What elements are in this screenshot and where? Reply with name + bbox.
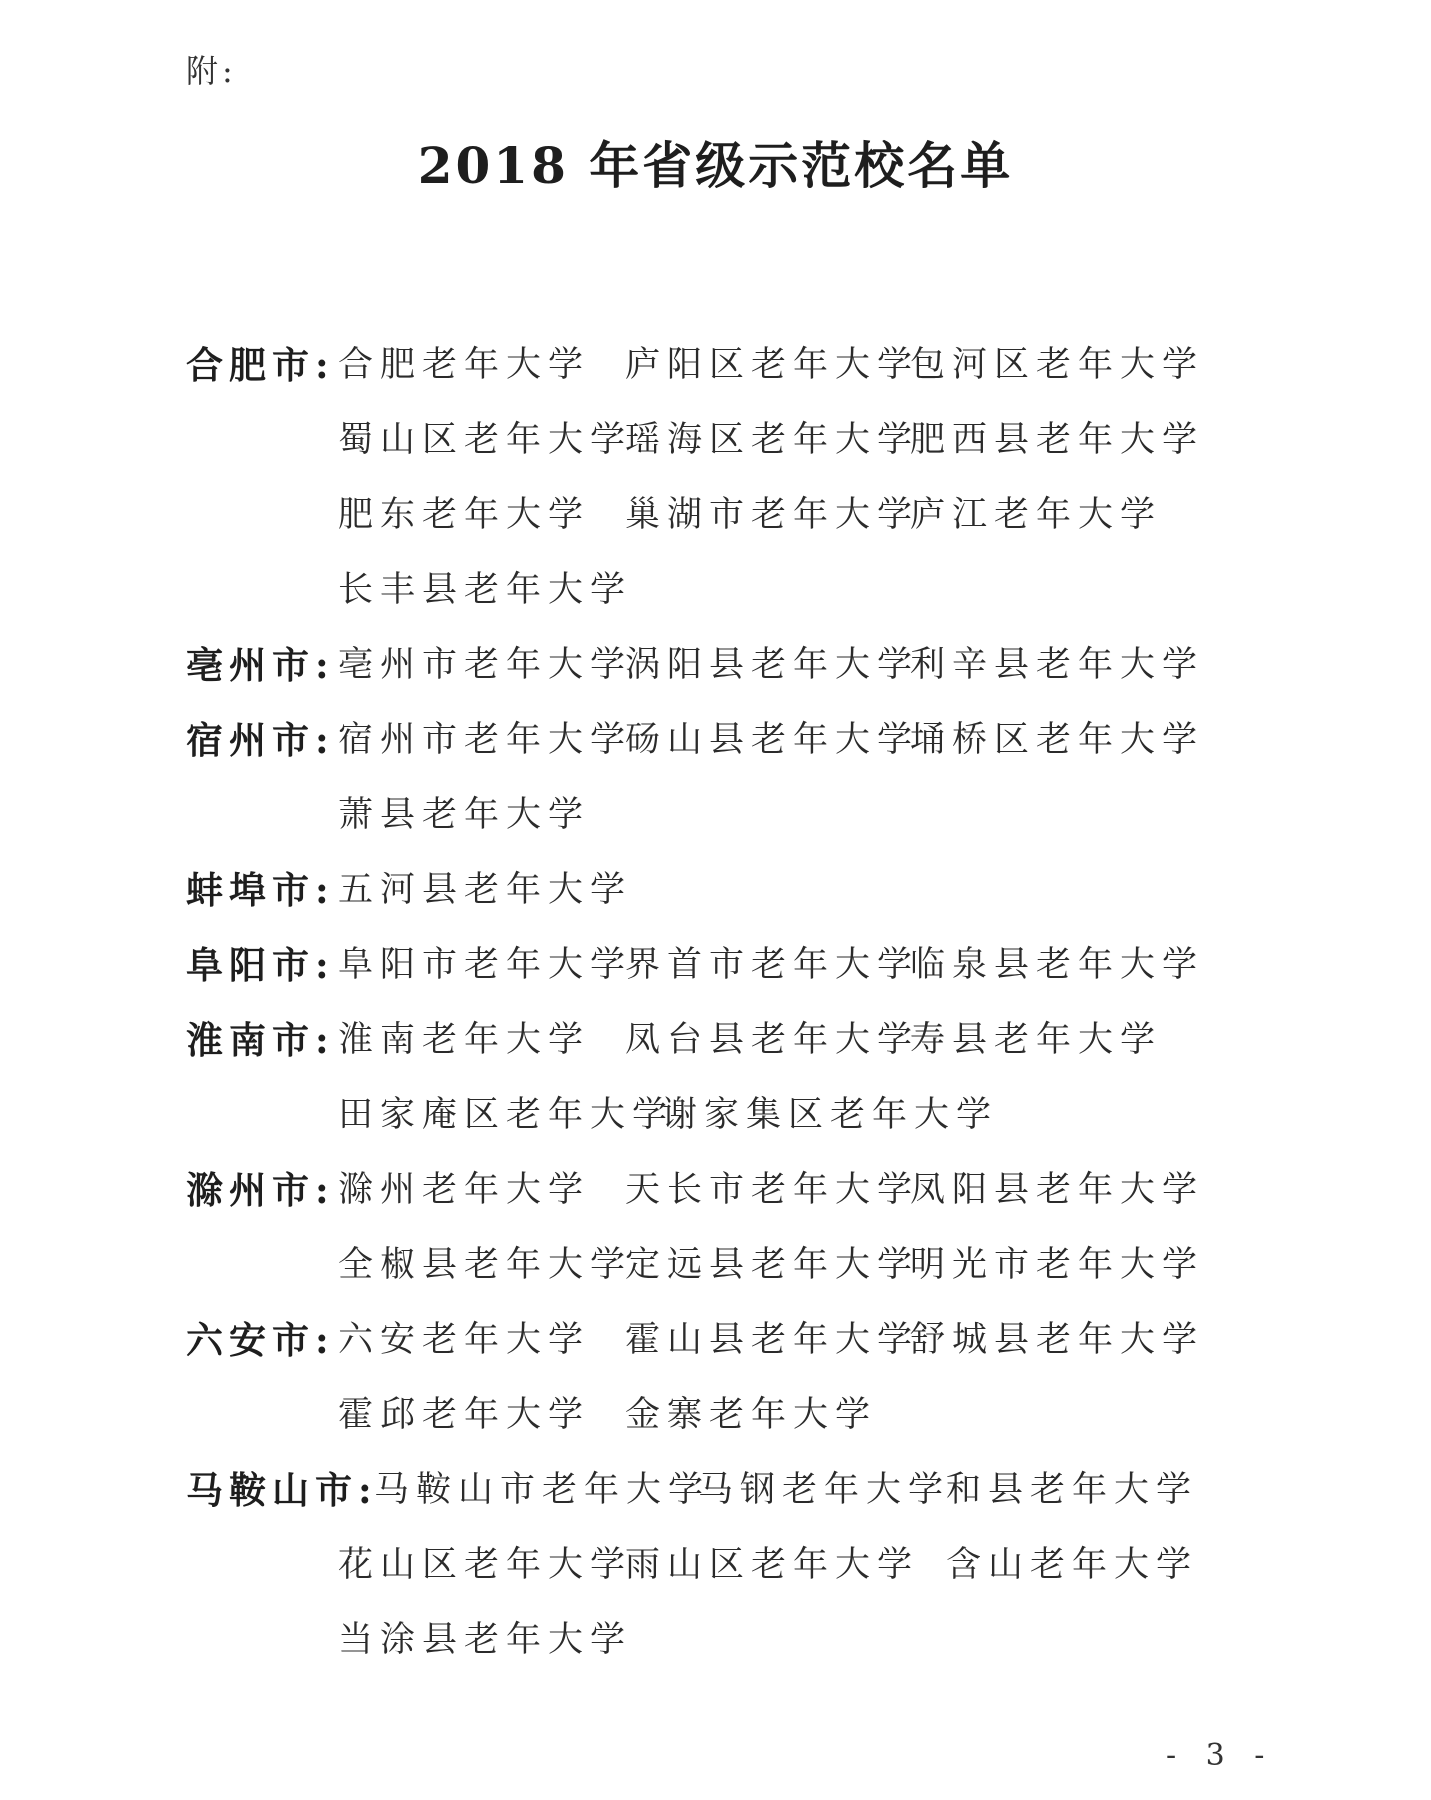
school-item: 瑶海区老年大学 — [625, 420, 920, 460]
school-item: 肥西县老年大学 — [910, 420, 1205, 460]
school-item: 含山老年大学 — [946, 1545, 1199, 1585]
city-label: 蚌埠市: — [186, 868, 335, 912]
city-label: 六安市: — [186, 1318, 335, 1362]
school-item: 田家庵区老年大学 — [338, 1095, 675, 1135]
school-item: 金寨老年大学 — [625, 1395, 878, 1435]
city-label: 马鞍山市: — [186, 1468, 378, 1512]
school-item: 全椒县老年大学 — [338, 1245, 633, 1285]
school-item: 凤阳县老年大学 — [910, 1170, 1205, 1210]
city-label: 滁州市: — [186, 1168, 335, 1212]
school-item: 埇桥区老年大学 — [910, 720, 1205, 760]
school-item: 舒城县老年大学 — [910, 1320, 1205, 1360]
school-item: 五河县老年大学 — [338, 870, 633, 910]
school-item: 马钢老年大学 — [698, 1470, 951, 1510]
school-item: 天长市老年大学 — [625, 1170, 920, 1210]
school-item: 明光市老年大学 — [910, 1245, 1205, 1285]
school-item: 雨山区老年大学 — [625, 1545, 920, 1585]
school-item: 庐江老年大学 — [910, 495, 1163, 535]
school-item: 花山区老年大学 — [338, 1545, 633, 1585]
school-item: 界首市老年大学 — [625, 945, 920, 985]
city-label: 宿州市: — [186, 718, 335, 762]
school-item: 涡阳县老年大学 — [625, 645, 920, 685]
school-item: 巢湖市老年大学 — [625, 495, 920, 535]
school-item: 庐阳区老年大学 — [625, 345, 920, 385]
school-item: 肥东老年大学 — [338, 495, 591, 535]
city-label: 亳州市: — [186, 643, 335, 687]
school-item: 霍邱老年大学 — [338, 1395, 591, 1435]
school-item: 亳州市老年大学 — [338, 645, 633, 685]
page-title: 2018 年省级示范校名单 — [417, 136, 1014, 195]
school-item: 萧县老年大学 — [338, 795, 591, 835]
school-item: 和县老年大学 — [946, 1470, 1199, 1510]
school-item: 临泉县老年大学 — [910, 945, 1205, 985]
school-item: 宿州市老年大学 — [338, 720, 633, 760]
school-item: 谢家集区老年大学 — [662, 1095, 999, 1135]
school-item: 霍山县老年大学 — [625, 1320, 920, 1360]
page-number: - 3 - — [1166, 1738, 1275, 1773]
school-item: 利辛县老年大学 — [910, 645, 1205, 685]
school-item: 定远县老年大学 — [625, 1245, 920, 1285]
school-item: 六安老年大学 — [338, 1320, 591, 1360]
school-item: 长丰县老年大学 — [338, 570, 633, 610]
school-item: 滁州老年大学 — [338, 1170, 591, 1210]
city-label: 合肥市: — [186, 343, 335, 387]
school-item: 寿县老年大学 — [910, 1020, 1163, 1060]
school-item: 淮南老年大学 — [338, 1020, 591, 1060]
school-item: 马鞍山市老年大学 — [374, 1470, 711, 1510]
school-item: 蜀山区老年大学 — [338, 420, 633, 460]
school-item: 当涂县老年大学 — [338, 1620, 633, 1660]
school-item: 合肥老年大学 — [338, 345, 591, 385]
school-item: 砀山县老年大学 — [625, 720, 920, 760]
city-label: 淮南市: — [186, 1018, 335, 1062]
annex-label: 附: — [186, 52, 237, 90]
city-label: 阜阳市: — [186, 943, 335, 987]
school-item: 包河区老年大学 — [910, 345, 1205, 385]
school-item: 凤台县老年大学 — [625, 1020, 920, 1060]
school-item: 阜阳市老年大学 — [338, 945, 633, 985]
